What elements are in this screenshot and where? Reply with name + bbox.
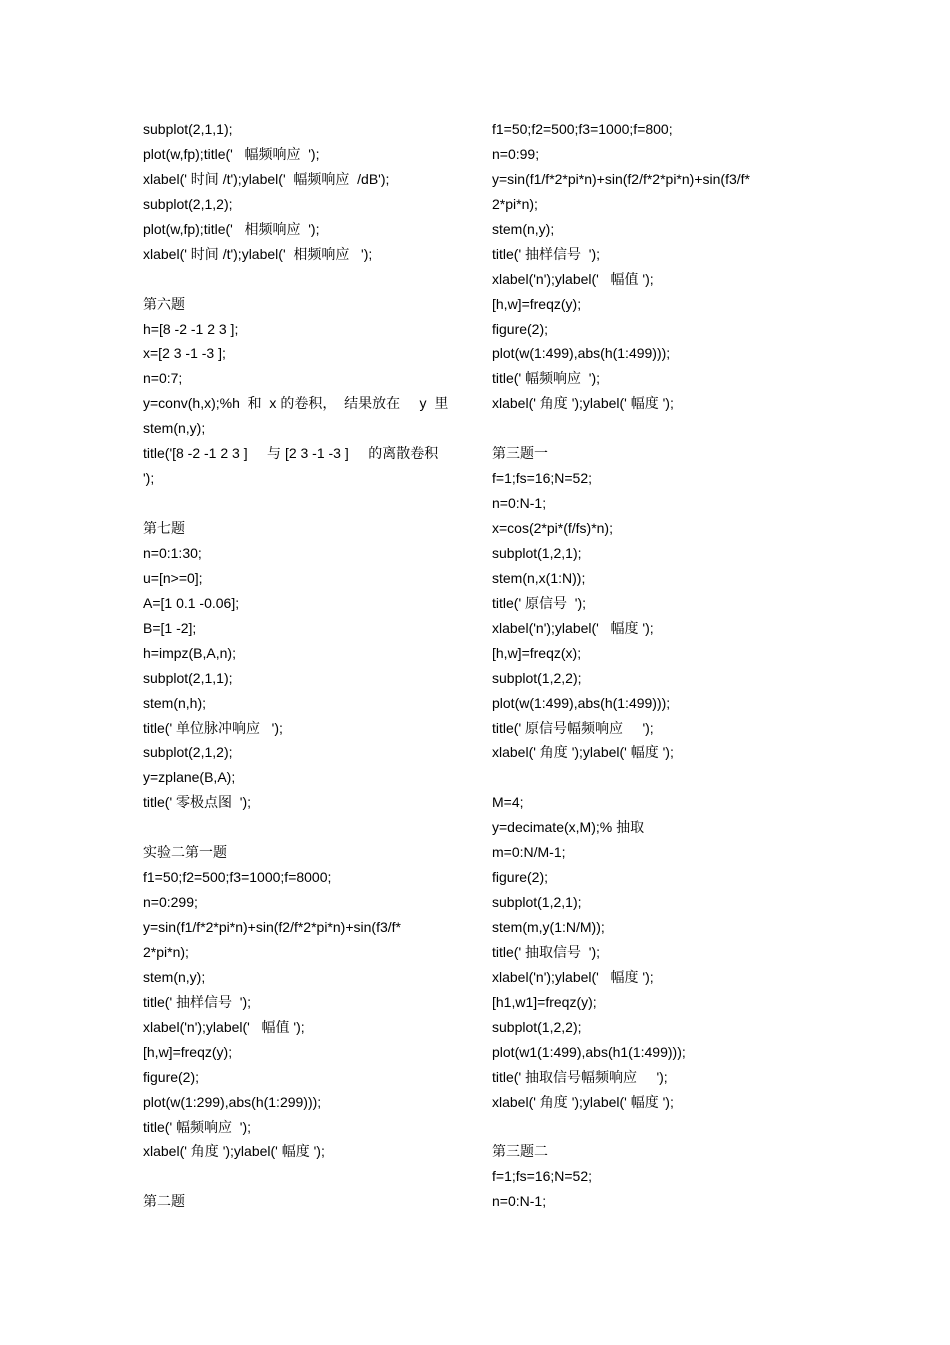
right-code-column: [492, 117, 812, 1214]
code-line: [h,w]=freqz(y);: [143, 1043, 233, 1060]
code-line: 第七题: [143, 520, 185, 536]
code-line: plot(w,fp);title(' 相频响应 ');: [143, 220, 320, 237]
code-line: [492, 1115, 812, 1140]
code-line: [143, 267, 463, 292]
code-line: y=sin(f1/f*2*pi*n)+sin(f2/f*2*pi*n)+sin(f3/f*: [492, 170, 750, 187]
code-line: h=impz(B,A,n);: [143, 644, 236, 661]
code-line: subplot(2,1,1);: [143, 121, 233, 137]
left-code-column: [143, 117, 463, 1214]
code-line: xlabel(' 角度 ');ylabel(' 幅度 ');: [492, 744, 674, 761]
code-line: f=1;fs=16;N=52;: [492, 470, 593, 487]
code-line: [143, 491, 463, 516]
code-line: xlabel('n');ylabel(' 幅值 ');: [492, 270, 654, 287]
code-line: title('[8 -2 -1 2 3 ] 与 [2 3 -1 -3 ] 的离散卷积: [143, 445, 439, 462]
code-line: subplot(2,1,1);: [143, 669, 233, 686]
code-line: xlabel('n');ylabel(' 幅度 ');: [492, 619, 654, 636]
code-line: f=1;fs=16;N=52;: [492, 1168, 593, 1185]
code-line: x=[2 3 -1 -3 ];: [143, 345, 226, 362]
code-line: xlabel(' 角度 ');ylabel(' 幅度 ');: [143, 1143, 325, 1160]
code-line: xlabel(' 角度 ');ylabel(' 幅度 ');: [492, 1093, 674, 1110]
code-line: [h1,w1]=freqz(y);: [492, 993, 597, 1010]
code-line: title(' 原信号 ');: [492, 594, 587, 611]
code-line: subplot(1,2,1);: [492, 894, 582, 911]
code-line: xlabel(' 时间 /t');ylabel(' 幅频响应 /dB');: [143, 170, 390, 187]
code-line: B=[1 -2];: [143, 619, 197, 636]
code-line: plot(w(1:299),abs(h(1:299)));: [143, 1093, 322, 1110]
code-line: n=0:1:30;: [143, 544, 202, 561]
code-line: xlabel('n');ylabel(' 幅值 ');: [143, 1018, 305, 1035]
code-line: 第三题一: [492, 445, 548, 462]
code-line: plot(w1(1:499),abs(h1(1:499)));: [492, 1043, 686, 1060]
code-line: title(' 抽取信号 ');: [492, 943, 601, 960]
code-line: y=conv(h,x);%h 和 x 的卷积， 结果放在 y 里: [143, 395, 449, 412]
code-line: [143, 815, 463, 840]
code-line: subplot(2,1,2);: [143, 744, 233, 761]
code-line: xlabel(' 时间 /t');ylabel(' 相频响应 ');: [143, 245, 373, 262]
code-line: 实验二第一题: [143, 844, 227, 861]
code-line: [h,w]=freqz(x);: [492, 644, 582, 661]
code-line: 2*pi*n);: [143, 943, 189, 960]
code-line: y=zplane(B,A);: [143, 769, 236, 786]
code-line: stem(n,x(1:N));: [492, 569, 586, 586]
code-line: title(' 抽取信号幅频响应 ');: [492, 1068, 668, 1085]
code-line: title(' 零极点图 ');: [143, 794, 252, 811]
code-line: h=[8 -2 -1 2 3 ];: [143, 320, 239, 337]
code-line: stem(n,y);: [143, 420, 206, 437]
code-line: n=0:N-1;: [492, 1193, 547, 1210]
code-line: A=[1 0.1 -0.06];: [143, 594, 240, 611]
code-line: n=0:7;: [143, 370, 183, 387]
code-line: M=4;: [492, 794, 524, 811]
code-line: xlabel(' 角度 ');ylabel(' 幅度 ');: [492, 395, 674, 412]
code-line: ');: [143, 470, 155, 487]
code-line: title(' 原信号幅频响应 ');: [492, 719, 654, 736]
code-line: m=0:N/M-1;: [492, 844, 566, 861]
code-line: 第二题: [143, 1193, 185, 1210]
code-line: 第六题: [143, 295, 185, 312]
code-line: n=0:299;: [143, 894, 198, 911]
code-line: subplot(1,2,2);: [492, 1018, 582, 1035]
code-line: subplot(1,2,1);: [492, 544, 582, 561]
code-line: [143, 1164, 463, 1189]
code-line: figure(2);: [143, 1068, 200, 1085]
code-line: stem(n,y);: [492, 220, 555, 237]
code-line: plot(w,fp);title(' 幅频响应 ');: [143, 145, 320, 162]
code-line: [h,w]=freqz(y);: [492, 295, 582, 312]
code-line: [492, 765, 812, 790]
code-line: title(' 抽样信号 ');: [492, 245, 601, 262]
code-line: f1=50;f2=500;f3=1000;f=800;: [492, 121, 673, 137]
code-line: plot(w(1:499),abs(h(1:499)));: [492, 345, 671, 362]
code-line: 2*pi*n);: [492, 195, 538, 212]
code-line: 第三题二: [492, 1143, 548, 1160]
code-line: title(' 抽样信号 ');: [143, 993, 252, 1010]
code-line: stem(m,y(1:N/M));: [492, 919, 605, 935]
code-line: title(' 幅频响应 ');: [492, 370, 601, 387]
code-line: x=cos(2*pi*(f/fs)*n);: [492, 520, 613, 536]
code-line: u=[n>=0];: [143, 569, 203, 586]
code-line: figure(2);: [492, 320, 549, 337]
code-line: n=0:99;: [492, 145, 540, 162]
code-line: y=decimate(x,M);% 抽取: [492, 819, 645, 836]
code-line: subplot(2,1,2);: [143, 195, 233, 212]
code-line: f1=50;f2=500;f3=1000;f=8000;: [143, 869, 332, 886]
code-line: figure(2);: [492, 869, 549, 886]
code-line: subplot(1,2,2);: [492, 669, 582, 686]
code-line: plot(w(1:499),abs(h(1:499)));: [492, 694, 671, 711]
code-line: stem(n,h);: [143, 694, 207, 711]
code-line: title(' 单位脉冲响应 ');: [143, 719, 283, 736]
code-line: n=0:N-1;: [492, 495, 547, 512]
code-line: [492, 416, 812, 441]
code-line: xlabel('n');ylabel(' 幅度 ');: [492, 968, 654, 985]
code-line: title(' 幅频响应 ');: [143, 1118, 252, 1135]
code-line: stem(n,y);: [143, 968, 206, 985]
code-line: y=sin(f1/f*2*pi*n)+sin(f2/f*2*pi*n)+sin(f3/f*: [143, 919, 401, 935]
